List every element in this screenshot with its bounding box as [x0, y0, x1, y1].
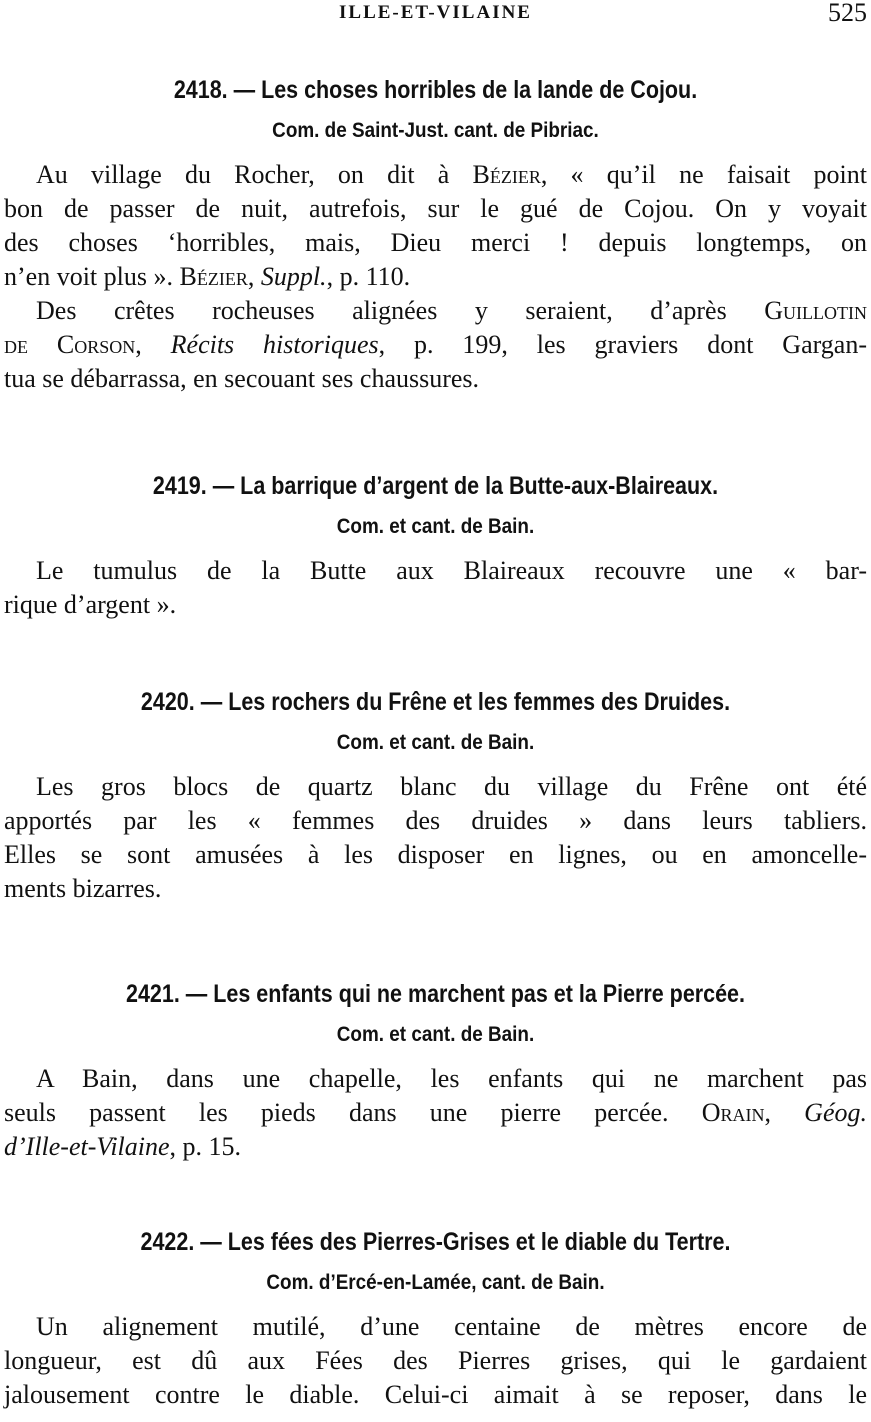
entry-2422 [0, 1224, 871, 1412]
entry-heading [61, 1224, 810, 1260]
entry-number: 2419. [152, 472, 207, 500]
entry-title: — Les rochers du Frêne et les femmes des Druides. [200, 688, 731, 716]
entry-number: 2420. [140, 688, 195, 716]
entry-heading [61, 976, 810, 1012]
text-line: n’en voit plus ». Bézier, Suppl., p. 110. [4, 262, 411, 291]
entry-heading [61, 468, 810, 504]
entry-2421 [0, 976, 871, 1164]
entry-body [0, 554, 871, 622]
entry-heading [61, 72, 810, 108]
text-line: Au village du Rocher, on dit à Bézier, « qu’il ne faisait point [36, 160, 867, 189]
text-line: des choses ‘horribles, mais, Dieu merci ! depuis longtemps, on [4, 228, 867, 257]
text-line: Elles se sont amusées à les disposer en lignes, ou en amoncelle- [4, 840, 867, 869]
entry-title: — La barrique d’argent de la Butte-aux-Blaireaux. [212, 472, 719, 500]
text-line: seuls passent les pieds dans une pierre percée. Orain, Géog. [4, 1098, 867, 1127]
entry-number: 2421. [125, 980, 180, 1008]
entry-body [0, 1062, 871, 1164]
entry-number: 2418. [173, 76, 228, 104]
entry-2418 [0, 72, 871, 396]
entry-2419 [0, 468, 871, 622]
entry-location: Com. et cant. de Bain. [336, 1023, 535, 1046]
entry-location: Com. de Saint-Just. cant. de Pibriac. [272, 119, 599, 142]
text-line: Des crêtes rocheuses alignées y seraient, d’après Guillotin [36, 296, 867, 325]
running-title: ILLE-ET-VILAINE [339, 2, 532, 23]
text-line: bon de passer de nuit, autrefois, sur le gué de Cojou. On y voyait [4, 194, 867, 223]
text-line: Les gros blocs de quartz blanc du village du Frêne ont été [36, 772, 867, 801]
entry-body [0, 770, 871, 906]
text-line: ments bizarres. [4, 874, 162, 903]
entry-body [0, 158, 871, 396]
entry-title: — Les fées des Pierres-Grises et le diable du Tertre. [200, 1228, 731, 1256]
text-line: rique d’argent ». [4, 590, 177, 619]
text-line: d’Ille-et-Vilaine, p. 15. [4, 1132, 242, 1161]
entry-location: Com. et cant. de Bain. [336, 515, 535, 538]
entry-heading [61, 684, 810, 720]
text-line: longueur, est dû aux Fées des Pierres grises, qui le gardaient [4, 1346, 867, 1375]
running-head [0, 0, 871, 30]
text-line: Le tumulus de la Butte aux Blaireaux recouvre une « bar- [36, 556, 867, 585]
text-line: jalousement contre le diable. Celui-ci aimait à se reposer, dans le [4, 1380, 867, 1409]
entry-title: — Les enfants qui ne marchent pas et la Pierre percée. [185, 980, 745, 1008]
entry-title: — Les choses horribles de la lande de Cojou. [233, 76, 698, 104]
text-line: A Bain, dans une chapelle, les enfants qui ne marchent pas [36, 1064, 867, 1093]
text-line: de Corson, Récits historiques, p. 199, les graviers dont Gargan- [4, 330, 868, 359]
text-line: tua se débarrassa, en secouant ses chaussures. [4, 364, 480, 393]
entry-location: Com. et cant. de Bain. [336, 731, 535, 754]
entry-location: Com. d’Ercé-en-Lamée, cant. de Bain. [266, 1271, 605, 1294]
text-line: Un alignement mutilé, d’une centaine de mètres encore de [36, 1312, 867, 1341]
page-number: 525 [828, 0, 867, 27]
entry-2420 [0, 684, 871, 906]
entry-number: 2422. [140, 1228, 195, 1256]
entry-body [0, 1310, 871, 1412]
text-line: apportés par les « femmes des druides » dans leurs tabliers. [4, 806, 867, 835]
